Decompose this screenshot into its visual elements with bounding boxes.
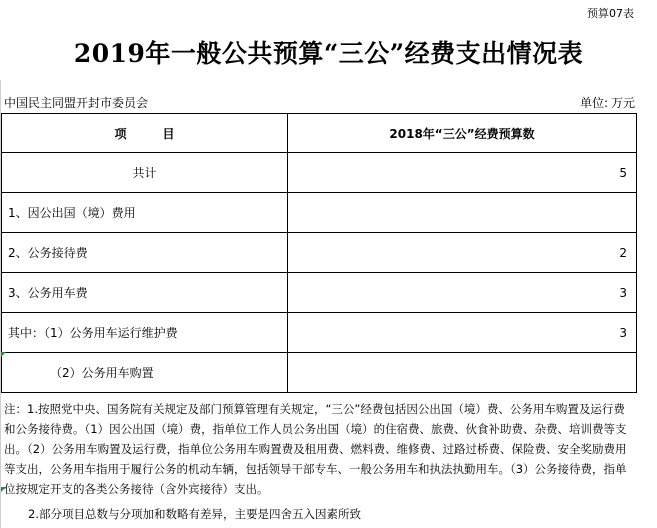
organization-name: 中国民主同盟开封市委员会 xyxy=(4,96,149,110)
row-vehicle-label: 3、公务用车费 xyxy=(2,273,288,313)
row-reception-value: 2 xyxy=(288,233,637,273)
table-row xyxy=(2,353,637,393)
form-code: 预算07表 xyxy=(587,7,634,20)
cell-comment-marker xyxy=(1,487,6,492)
row-vehicle-maintenance-value: 3 xyxy=(288,313,637,353)
row-vehicle-purchase-value xyxy=(288,353,637,393)
row-overseas-label: 1、因公出国（境）费用 xyxy=(2,193,288,233)
note-1: 注：1.按照党中央、国务院有关规定及部门预算管理有关规定，“三公”经费包括因公出国（境）费、公务用车购置及运行费和公务接待费。（1）因公出国（境）费，指单位工作人员公务出国（境）的住宿费、旅费、伙食补助费、杂费、培训费等支出。（2）公务用车购置及运行费，指单位公务用车购置费及租用费、燃料费、维修费、过路过桥费、保险费、安全奖励费用等支出，公务用车指用于履行公务的机动车辆，包括领导干部专车、一般公务用车和执法执勤用车。（3）公务接待费，指单位按规定开支的各类公务接待（含外宾接待）支出。 xyxy=(4,402,627,496)
header-item: 项 目 xyxy=(2,114,288,153)
row-vehicle-value: 3 xyxy=(288,273,637,313)
row-reception-label: 2、公务接待费 xyxy=(2,233,288,273)
note-2: 2.部分项目总数与分项加和数略有差异，主要是四舍五入因素所致 xyxy=(28,507,361,521)
notes-section xyxy=(4,399,634,524)
row-total-label: 共计 xyxy=(2,153,288,193)
table-row xyxy=(2,233,637,273)
table-row xyxy=(2,273,637,313)
unit-value: 万元 xyxy=(610,96,635,110)
unit-label xyxy=(577,94,635,111)
page-title: 2019年一般公共预算“三公”经费支出情况表 xyxy=(73,39,584,68)
three-public-expenses-table xyxy=(1,113,637,393)
row-total-value: 5 xyxy=(288,153,637,193)
table-row xyxy=(2,153,637,193)
row-vehicle-maintenance-label: 其中：（1）公务用车运行维护费 xyxy=(2,313,288,353)
unit-label-text: 单位: xyxy=(579,96,608,110)
row-vehicle-purchase-label: （2）公务用车购置 xyxy=(2,353,288,393)
table-row xyxy=(2,193,637,233)
table-header-row xyxy=(2,114,637,153)
row-overseas-value xyxy=(288,193,637,233)
header-budget-2018: 2018年“三公”经费预算数 xyxy=(288,114,637,153)
table-row xyxy=(2,313,637,353)
